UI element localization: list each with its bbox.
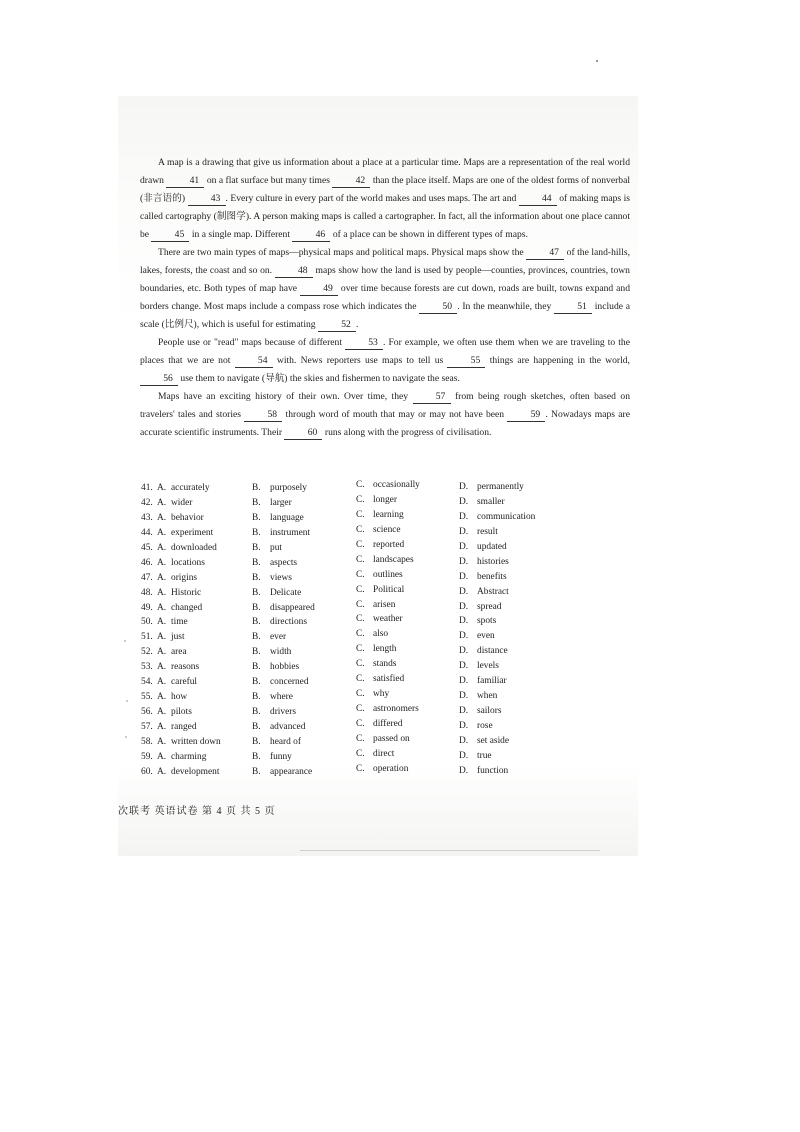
blank-53[interactable]: 53 bbox=[345, 337, 383, 350]
passage-text: . Nowadays maps are accurate scientific instruments. Their bbox=[140, 409, 630, 438]
question-number: 58. bbox=[141, 736, 153, 747]
option-letter-b: B. bbox=[252, 766, 261, 777]
option-letter-d: D. bbox=[459, 631, 469, 642]
option-letter-a: A. bbox=[157, 587, 167, 598]
question-number: 55. bbox=[141, 692, 153, 703]
option-letter-d: D. bbox=[459, 706, 469, 717]
option-d[interactable]: function bbox=[477, 765, 509, 776]
option-letter-c: C. bbox=[356, 614, 365, 625]
blank-43[interactable]: 43 bbox=[188, 193, 226, 206]
scan-speck bbox=[126, 700, 128, 702]
option-c[interactable]: weather bbox=[373, 614, 403, 625]
option-letter-d: D. bbox=[459, 482, 469, 492]
blank-47[interactable]: 47 bbox=[526, 247, 564, 260]
option-d[interactable]: Abstract bbox=[477, 586, 509, 597]
option-letter-d: D. bbox=[459, 571, 469, 582]
option-b[interactable]: concerned bbox=[270, 677, 309, 688]
question-number: 41. bbox=[141, 483, 153, 493]
question-number: 56. bbox=[141, 707, 153, 718]
option-d[interactable]: updated bbox=[477, 541, 507, 552]
option-b[interactable]: language bbox=[270, 512, 304, 523]
question-number: 42. bbox=[141, 497, 153, 508]
option-b[interactable]: disappeared bbox=[270, 602, 315, 613]
option-d[interactable]: rose bbox=[477, 721, 493, 731]
option-letter-b: B. bbox=[252, 617, 261, 628]
option-a[interactable]: locations bbox=[171, 557, 205, 568]
option-letter-a: A. bbox=[157, 722, 167, 732]
passage-text: runs along with the progress of civilisation. bbox=[324, 427, 492, 438]
passage-text: of a place can be shown in different types of maps. bbox=[332, 229, 528, 240]
passage-text: in a single map. Different bbox=[191, 229, 291, 240]
option-a[interactable]: origins bbox=[171, 572, 198, 583]
option-c[interactable]: operation bbox=[373, 763, 409, 774]
option-row bbox=[141, 763, 621, 782]
passage-text: maps show how the land is used by people—counties, provinces, countries, town boundaries, etc. Both types of map have bbox=[140, 265, 630, 294]
question-number: 59. bbox=[141, 751, 153, 762]
option-letter-c: C. bbox=[356, 674, 365, 685]
option-letter-b: B. bbox=[252, 602, 261, 613]
blank-41[interactable]: 41 bbox=[166, 175, 204, 188]
blank-54[interactable]: 54 bbox=[235, 355, 273, 368]
option-letter-b: B. bbox=[252, 677, 261, 688]
option-letter-b: B. bbox=[252, 662, 261, 673]
option-c[interactable]: longer bbox=[373, 494, 397, 505]
option-d[interactable]: when bbox=[477, 691, 498, 702]
passage-text: than the place itself. Maps are one of the oldest forms of nonverbal (非言语的) bbox=[140, 175, 631, 204]
option-letter-b: B. bbox=[252, 751, 261, 762]
option-a[interactable]: written down bbox=[171, 736, 221, 747]
blank-44[interactable]: 44 bbox=[519, 193, 557, 206]
question-number: 51. bbox=[141, 632, 153, 643]
option-a[interactable]: reasons bbox=[171, 662, 200, 673]
option-c[interactable]: learning bbox=[373, 509, 404, 520]
option-d[interactable]: benefits bbox=[477, 571, 507, 582]
option-letter-a: A. bbox=[157, 736, 167, 747]
blank-57[interactable]: 57 bbox=[413, 391, 451, 404]
option-letter-b: B. bbox=[252, 542, 261, 553]
option-b[interactable]: width bbox=[270, 647, 292, 658]
question-number: 49. bbox=[141, 602, 153, 613]
option-letter-c: C. bbox=[356, 719, 365, 729]
option-c[interactable]: also bbox=[373, 629, 389, 640]
blank-50[interactable]: 50 bbox=[419, 301, 457, 314]
scan-speck bbox=[124, 640, 126, 642]
option-letter-a: A. bbox=[157, 647, 167, 658]
option-b[interactable]: heard of bbox=[270, 736, 301, 747]
option-letter-a: A. bbox=[157, 766, 167, 777]
option-c[interactable]: why bbox=[373, 689, 390, 700]
option-letter-d: D. bbox=[459, 556, 469, 567]
blank-48[interactable]: 48 bbox=[275, 265, 313, 278]
passage-text: from being rough sketches, often based on travelers' tales and stories bbox=[140, 391, 630, 420]
option-letter-c: C. bbox=[356, 644, 365, 655]
option-letter-d: D. bbox=[459, 541, 469, 552]
option-d[interactable]: true bbox=[477, 750, 492, 761]
option-c[interactable]: arisen bbox=[373, 599, 396, 610]
blank-60[interactable]: 60 bbox=[284, 427, 322, 440]
option-c[interactable]: satisfied bbox=[373, 674, 405, 685]
option-letter-a: A. bbox=[157, 751, 167, 762]
option-a[interactable]: careful bbox=[171, 677, 198, 688]
option-letter-a: A. bbox=[157, 542, 167, 553]
option-d[interactable]: histories bbox=[477, 556, 509, 567]
option-a[interactable]: changed bbox=[171, 602, 203, 613]
blank-49[interactable]: 49 bbox=[300, 283, 338, 296]
blank-52[interactable]: 52 bbox=[318, 319, 356, 332]
option-b[interactable]: hobbies bbox=[270, 662, 300, 673]
question-number: 53. bbox=[141, 662, 153, 673]
option-c[interactable]: direct bbox=[373, 748, 395, 759]
option-c[interactable]: passed on bbox=[373, 733, 410, 744]
option-d[interactable]: smaller bbox=[477, 496, 505, 507]
option-letter-b: B. bbox=[252, 707, 261, 718]
option-d[interactable]: distance bbox=[477, 646, 508, 657]
scan-speck bbox=[125, 736, 127, 738]
option-b[interactable]: instrument bbox=[270, 527, 311, 538]
option-a[interactable]: pilots bbox=[171, 707, 192, 718]
option-letter-d: D. bbox=[459, 511, 469, 522]
passage-text: There are two main types of maps—physical maps and political maps. Physical maps show the bbox=[158, 247, 524, 258]
option-letter-c: C. bbox=[356, 494, 365, 505]
passage-text: of the land-hills, lakes, forests, the coast and so on. bbox=[140, 247, 630, 276]
option-d[interactable]: levels bbox=[477, 661, 499, 672]
option-b[interactable]: directions bbox=[270, 617, 307, 628]
option-letter-a: A. bbox=[157, 497, 167, 508]
option-b[interactable]: put bbox=[270, 542, 282, 553]
option-a[interactable]: charming bbox=[171, 751, 207, 762]
option-letter-c: C. bbox=[356, 659, 365, 670]
question-number: 45. bbox=[141, 542, 153, 553]
option-a[interactable]: Historic bbox=[171, 587, 202, 598]
option-letter-b: B. bbox=[252, 572, 261, 583]
option-letter-a: A. bbox=[157, 662, 167, 673]
question-number: 54. bbox=[141, 677, 153, 688]
option-a[interactable]: area bbox=[171, 647, 187, 658]
option-letter-b: B. bbox=[252, 722, 261, 732]
option-b[interactable]: ever bbox=[270, 632, 287, 643]
passage-text: . bbox=[355, 319, 359, 330]
option-a[interactable]: how bbox=[171, 692, 188, 703]
option-letter-b: B. bbox=[252, 736, 261, 747]
option-d[interactable]: spots bbox=[477, 616, 497, 627]
option-letter-c: C. bbox=[356, 599, 365, 610]
option-letter-a: A. bbox=[157, 602, 167, 613]
scan-speck bbox=[596, 60, 598, 62]
passage-text: use them to navigate (导航) the skies and fishermen to navigate the seas. bbox=[180, 373, 460, 384]
option-letter-d: D. bbox=[459, 721, 469, 731]
option-a[interactable]: development bbox=[171, 766, 220, 777]
passage-text: Maps have an exciting history of their own. Over time, they bbox=[158, 391, 409, 402]
option-b[interactable]: drivers bbox=[270, 707, 297, 718]
option-letter-a: A. bbox=[157, 572, 167, 583]
option-d[interactable]: communication bbox=[477, 511, 536, 522]
option-b[interactable]: Delicate bbox=[270, 587, 302, 598]
option-letter-d: D. bbox=[459, 496, 469, 507]
option-c[interactable]: science bbox=[373, 524, 401, 535]
option-letter-a: A. bbox=[157, 617, 167, 628]
option-letter-c: C. bbox=[356, 480, 365, 490]
option-letter-d: D. bbox=[459, 691, 469, 702]
option-b[interactable]: where bbox=[270, 692, 293, 703]
option-b[interactable]: larger bbox=[270, 497, 292, 508]
page-footer: 次联考 英语试卷 第 4 页 共 5 页 bbox=[118, 806, 276, 817]
passage-text: . For example, we often use them when we are traveling to the places that we are not bbox=[140, 337, 630, 366]
reading-passage bbox=[140, 154, 630, 442]
option-letter-b: B. bbox=[252, 527, 261, 538]
option-a[interactable]: time bbox=[171, 617, 188, 628]
option-c[interactable]: astronomers bbox=[373, 704, 419, 715]
option-c[interactable]: stands bbox=[373, 659, 397, 670]
option-letter-b: B. bbox=[252, 587, 261, 598]
option-letter-b: B. bbox=[252, 497, 261, 508]
question-number: 60. bbox=[141, 766, 153, 777]
option-c[interactable]: differed bbox=[373, 719, 403, 729]
question-number: 46. bbox=[141, 557, 153, 568]
passage-text: things are happening in the world, bbox=[489, 355, 630, 366]
option-letter-b: B. bbox=[252, 483, 261, 493]
option-b[interactable]: purposely bbox=[270, 483, 307, 493]
option-letter-c: C. bbox=[356, 539, 365, 550]
option-c[interactable]: landscapes bbox=[373, 554, 414, 565]
passage-text: . Every culture in every part of the world makes and uses maps. The art and bbox=[225, 193, 517, 204]
option-letter-c: C. bbox=[356, 509, 365, 520]
option-letter-c: C. bbox=[356, 524, 365, 535]
option-b[interactable]: funny bbox=[270, 751, 292, 762]
question-number: 57. bbox=[141, 722, 153, 732]
question-number: 47. bbox=[141, 572, 153, 583]
option-letter-c: C. bbox=[356, 554, 365, 565]
option-b[interactable]: advanced bbox=[270, 722, 306, 732]
question-number: 44. bbox=[141, 527, 153, 538]
option-letter-d: D. bbox=[459, 646, 469, 657]
option-letter-a: A. bbox=[157, 483, 167, 493]
option-letter-d: D. bbox=[459, 586, 469, 597]
blank-56[interactable]: 56 bbox=[140, 373, 178, 386]
option-letter-d: D. bbox=[459, 750, 469, 761]
option-letter-a: A. bbox=[157, 692, 167, 703]
option-c[interactable]: Political bbox=[373, 584, 405, 595]
answer-options-list bbox=[141, 480, 621, 782]
blank-58[interactable]: 58 bbox=[244, 409, 282, 422]
question-number: 52. bbox=[141, 647, 153, 658]
option-a[interactable]: behavior bbox=[171, 512, 204, 523]
option-letter-a: A. bbox=[157, 512, 167, 523]
option-letter-c: C. bbox=[356, 704, 365, 715]
option-letter-c: C. bbox=[356, 569, 365, 580]
option-letter-c: C. bbox=[356, 689, 365, 700]
option-c[interactable]: occasionally bbox=[373, 480, 420, 490]
option-letter-c: C. bbox=[356, 584, 365, 595]
passage-text: over time because forests are cut down, roads are built, towns expand and borders change. Most maps include a compass rose which indicates the bbox=[140, 283, 630, 312]
blank-42[interactable]: 42 bbox=[332, 175, 370, 188]
blank-59[interactable]: 59 bbox=[507, 409, 545, 422]
option-letter-a: A. bbox=[157, 707, 167, 718]
option-d[interactable]: set aside bbox=[477, 735, 510, 746]
option-a[interactable]: ranged bbox=[171, 722, 197, 732]
option-a[interactable]: experiment bbox=[171, 527, 214, 538]
option-letter-b: B. bbox=[252, 647, 261, 658]
blank-45[interactable]: 45 bbox=[151, 229, 189, 242]
option-letter-a: A. bbox=[157, 632, 167, 643]
option-letter-c: C. bbox=[356, 748, 365, 759]
passage-text: on a flat surface but many times bbox=[206, 175, 330, 186]
option-letter-c: C. bbox=[356, 733, 365, 744]
option-b[interactable]: aspects bbox=[270, 557, 298, 568]
option-d[interactable]: familiar bbox=[477, 676, 507, 687]
option-letter-d: D. bbox=[459, 616, 469, 627]
passage-text: People use or "read" maps because of different bbox=[158, 337, 342, 348]
paragraph-1 bbox=[140, 154, 630, 244]
bottom-rule bbox=[300, 850, 600, 851]
paragraph-4 bbox=[140, 388, 630, 442]
option-letter-b: B. bbox=[252, 692, 261, 703]
option-letter-d: D. bbox=[459, 526, 469, 537]
passage-text: with. News reporters use maps to tell us bbox=[276, 355, 444, 366]
blank-51[interactable]: 51 bbox=[554, 301, 592, 314]
option-a[interactable]: accurately bbox=[171, 483, 210, 493]
question-number: 50. bbox=[141, 617, 153, 628]
paragraph-2 bbox=[140, 244, 630, 334]
option-d[interactable]: sailors bbox=[477, 706, 502, 717]
option-d[interactable]: even bbox=[477, 631, 495, 642]
option-d[interactable]: result bbox=[477, 526, 498, 537]
option-c[interactable]: length bbox=[373, 644, 397, 655]
option-c[interactable]: reported bbox=[373, 539, 405, 550]
option-letter-a: A. bbox=[157, 677, 167, 688]
option-letter-d: D. bbox=[459, 735, 469, 746]
passage-text: of making maps is called cartography (制图学). A person making maps is called a cartographer. In fact, all the information about one place cannot be bbox=[140, 193, 631, 240]
option-letter-b: B. bbox=[252, 512, 261, 523]
option-letter-d: D. bbox=[459, 601, 469, 612]
option-letter-d: D. bbox=[459, 765, 469, 776]
option-a[interactable]: just bbox=[171, 632, 185, 643]
option-d[interactable]: spread bbox=[477, 601, 502, 612]
passage-text: A map is a drawing that give us information about a place at a particular time. Maps are a representation of the real world drawn bbox=[140, 157, 630, 186]
question-number: 48. bbox=[141, 587, 153, 598]
option-letter-b: B. bbox=[252, 632, 261, 643]
option-letter-d: D. bbox=[459, 676, 469, 687]
option-b[interactable]: appearance bbox=[270, 766, 313, 777]
option-letter-c: C. bbox=[356, 629, 365, 640]
passage-text: include a scale (比例尺), which is useful for estimating bbox=[140, 301, 630, 330]
option-letter-a: A. bbox=[157, 557, 167, 568]
option-letter-a: A. bbox=[157, 527, 167, 538]
blank-55[interactable]: 55 bbox=[447, 355, 485, 368]
passage-text: through word of mouth that may or may not have been bbox=[285, 409, 505, 420]
option-a[interactable]: wider bbox=[171, 497, 193, 508]
option-letter-b: B. bbox=[252, 557, 261, 568]
option-letter-d: D. bbox=[459, 661, 469, 672]
paragraph-3 bbox=[140, 334, 630, 388]
option-letter-c: C. bbox=[356, 763, 365, 774]
option-b[interactable]: views bbox=[270, 572, 292, 583]
option-a[interactable]: downloaded bbox=[171, 542, 217, 553]
option-d[interactable]: permanently bbox=[477, 482, 524, 492]
passage-text: . In the meanwhile, they bbox=[457, 301, 552, 312]
question-number: 43. bbox=[141, 512, 153, 523]
blank-46[interactable]: 46 bbox=[292, 229, 330, 242]
option-c[interactable]: outlines bbox=[373, 569, 403, 580]
